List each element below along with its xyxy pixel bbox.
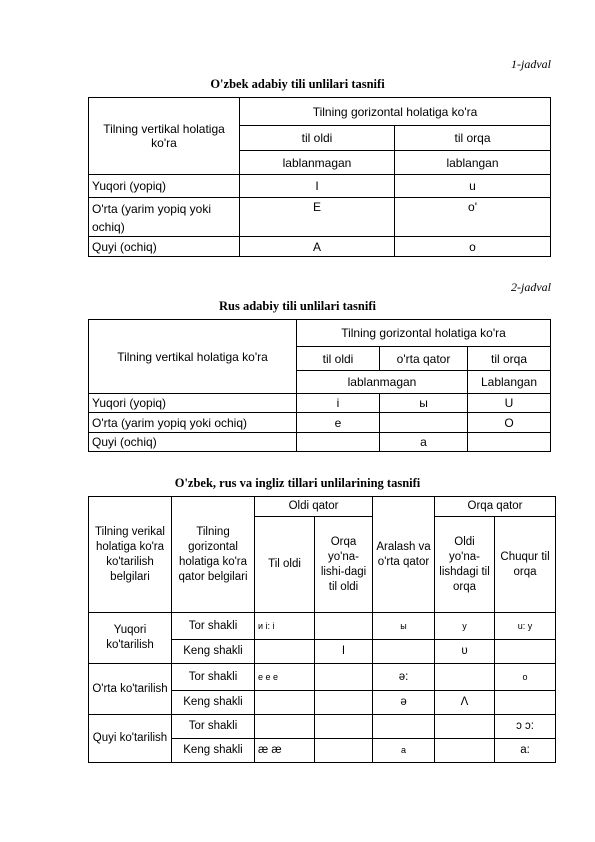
table3-cell [435,739,495,763]
table2-col-mid: o'rta qator [380,347,468,371]
table-row-label: Quyi (ochiq) [89,237,240,257]
table3-cell [373,613,435,640]
table2-header-horizontal: Tilning gorizontal holatiga ko'ra [297,320,551,347]
table-cell: O [468,413,551,433]
table3-cell [255,640,315,664]
table3-cell: ə: [373,664,435,691]
phonetic-symbol: ы [400,620,407,631]
table-cell: I [240,175,395,198]
table1-sub-front: lablanmagan [240,151,395,175]
table2-sub-unrounded: lablanmagan [297,371,468,394]
table1-col-front: til oldi [240,126,395,151]
table2-sub-rounded: Lablangan [468,371,551,394]
table3-header-aralash: Aralash va o'rta qator [373,497,435,613]
table3-cell [495,691,556,715]
table-cell: E [240,198,395,237]
table3-cell: æ æ [255,739,315,763]
phonetic-symbol: и i: i [258,620,275,631]
table3-cell [315,715,373,739]
table-cell: e [297,413,380,433]
table3-group-label: Yuqori ko'tarilish [89,613,172,664]
table3-title: O'zbek, rus va ingliz tillari unlilarining tasnifi [174,476,421,490]
table3-cell [255,691,315,715]
table3-cell: ə [373,691,435,715]
table-cell: U [468,394,551,413]
table1-sub-back: lablangan [395,151,551,175]
table3-group-label: Quyi ko'tarilish [89,715,172,763]
table2-caption: 2-jadval [511,280,551,294]
table3-header-chuqur: Chuqur til orqa [495,517,556,613]
table3-cell [315,691,373,715]
table3-row-type: Tor shakli [172,613,255,640]
table3-header-front-group: Oldi qator [255,497,373,517]
table1-title: O'zbek adabiy tili unlilari tasnifi [210,77,385,91]
table3 [88,496,556,763]
phonetic-symbol: u: у [517,620,533,631]
table-cell: i [297,394,380,413]
table3-cell [315,739,373,763]
table3-cell [255,715,315,739]
table2-title: Rus adabiy tili unlilari tasnifi [219,299,376,313]
table3-cell [495,613,556,640]
table3-header-back-group: Orqa qator [435,497,556,517]
table3-header-orqa-yona: Orqa yo'na-lishi-dagi til oldi [315,517,373,613]
table3-cell [255,613,315,640]
table3-cell [373,739,435,763]
table-cell: u [395,175,551,198]
table-row-label: Yuqori (yopiq) [89,394,297,413]
table3-cell [373,715,435,739]
table3-cell: υ [435,640,495,664]
table1-col-back: til orqa [395,126,551,151]
table3-row-type: Tor shakli [172,715,255,739]
table2 [88,319,551,452]
table-cell [297,433,380,452]
table3-cell [255,664,315,691]
table-cell: o' [395,198,551,237]
table-cell [468,433,551,452]
table-cell: A [240,237,395,257]
table-row-label: Quyi (ochiq) [89,433,297,452]
table-cell: o [395,237,551,257]
table3-cell [315,613,373,640]
table2-col-back: til orqa [468,347,551,371]
table3-cell [495,664,556,691]
table3-cell [435,613,495,640]
table3-header-horizontal: Tilning gorizontal holatiga ko'ra qator belgilari [172,497,255,613]
table-cell [380,413,468,433]
table3-header-til-oldi: Til oldi [255,517,315,613]
table-cell: a [380,433,468,452]
table3-cell: a: [495,739,556,763]
table3-row-type: Tor shakli [172,664,255,691]
table3-header-vertical: Tilning verikal holatiga ko'ra ko'tarilish belgilari [89,497,172,613]
table3-cell [435,715,495,739]
table2-col-front: til oldi [297,347,380,371]
table1-caption: 1-jadval [511,57,551,71]
table3-cell [315,664,373,691]
table3-row-type: Keng shakli [172,640,255,664]
table-row-label: Yuqori (yopiq) [89,175,240,198]
table3-cell [435,664,495,691]
phonetic-symbol: e e e [258,671,279,682]
table3-cell [373,640,435,664]
table1 [88,97,551,257]
table3-cell: ɔ ɔ: [495,715,556,739]
table-row-label: O'rta (yarim yopiq yoki ochiq) [89,413,297,433]
table3-cell: Λ [435,691,495,715]
table-cell: ы [380,394,468,413]
table1-header-vertical: Tilning vertikal holatiga ko'ra [89,98,240,175]
phonetic-symbol: у [462,620,467,631]
table3-row-type: Keng shakli [172,691,255,715]
phonetic-symbol: o [522,671,528,682]
table3-cell: I [315,640,373,664]
table-row-label: O'rta (yarim yopiq yoki ochiq) [89,198,240,237]
table2-header-vertical: Tilning vertikal holatiga ko'ra [89,320,297,394]
table3-header-oldi-yona: Oldi yo'na-lishdagi til orqa [435,517,495,613]
table3-cell [495,640,556,664]
table3-row-type: Keng shakli [172,739,255,763]
table1-header-horizontal: Tilning gorizontal holatiga ko'ra [240,98,551,126]
table3-group-label: O'rta ko'tarilish [89,664,172,715]
phonetic-symbol: a [401,745,407,755]
